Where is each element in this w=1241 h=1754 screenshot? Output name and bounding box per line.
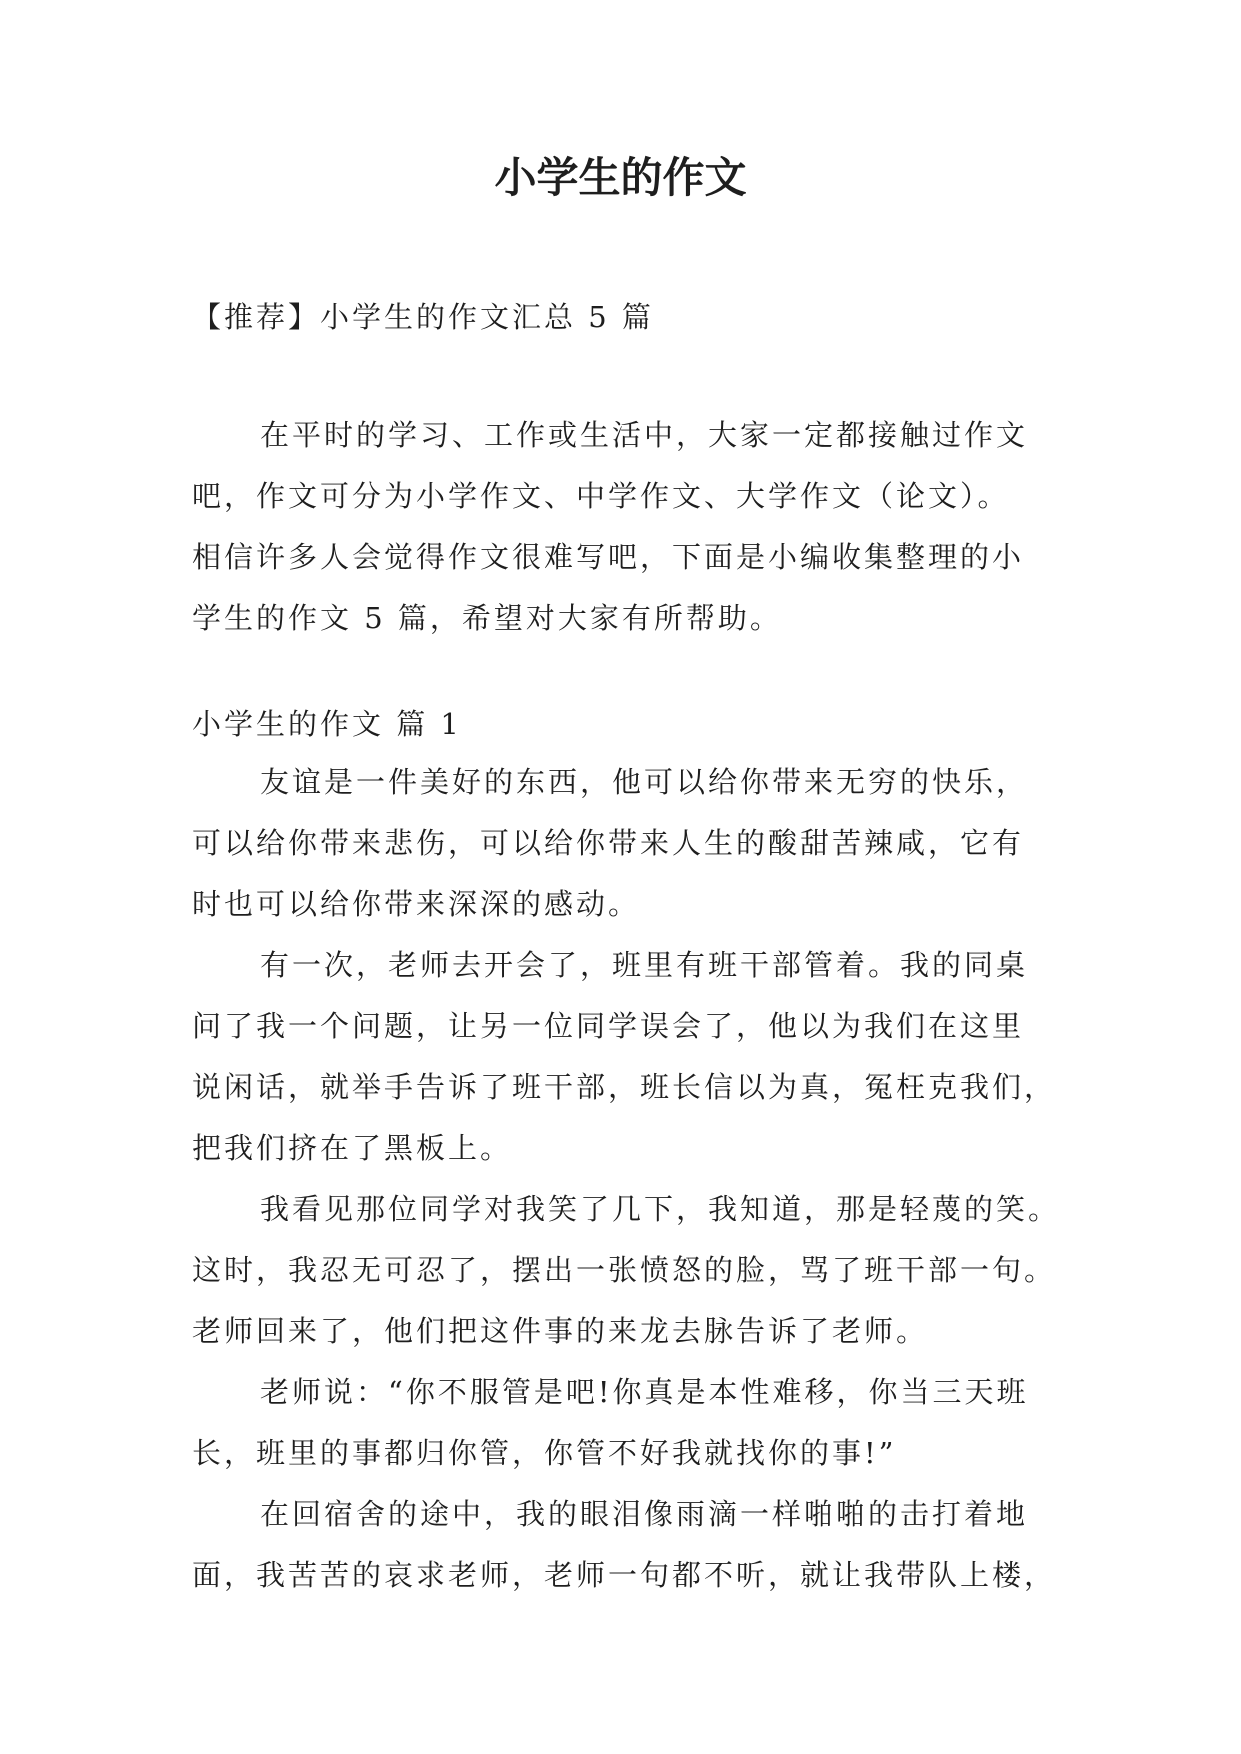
- text-line: 有一次，老师去开会了，班里有班干部管着。我的同桌: [260, 948, 1029, 982]
- intro-paragraph: [192, 405, 1072, 649]
- text-line: 吧，作文可分为小学作文、中学作文、大学作文（论文）。: [192, 479, 1010, 513]
- text-line: 友谊是一件美好的东西，他可以给你带来无穷的快乐，: [260, 765, 1029, 799]
- text-line: 长，班里的事都归你管，你管不好我就找你的事!”: [192, 1436, 897, 1470]
- essay-paragraph: [192, 1362, 1072, 1484]
- text-line: 面，我苦苦的哀求老师，老师一句都不听，就让我带队上楼，: [192, 1558, 1057, 1592]
- essay-paragraph: [192, 1179, 1072, 1362]
- text-line: 问了我一个问题，让另一位同学误会了，他以为我们在这里: [192, 1009, 1025, 1043]
- document-subtitle: 【推荐】小学生的作文汇总 5 篇: [192, 300, 654, 334]
- text-line: 这时，我忍无可忍了，摆出一张愤怒的脸，骂了班干部一句。: [192, 1253, 1057, 1287]
- document-title: 小学生的作文: [494, 153, 747, 202]
- text-line: 我看见那位同学对我笑了几下，我知道，那是轻蔑的笑。: [260, 1192, 1061, 1226]
- essay-paragraph: [192, 1484, 1072, 1606]
- essay-body: [192, 752, 1072, 1606]
- essay-paragraph: [192, 935, 1072, 1179]
- text-line: 在平时的学习、工作或生活中，大家一定都接触过作文: [260, 418, 1029, 452]
- intro-text: [192, 405, 1072, 649]
- text-line: 说闲话，就举手告诉了班干部，班长信以为真，冤枉克我们，: [192, 1070, 1057, 1104]
- text-line: 把我们挤在了黑板上。: [192, 1131, 513, 1165]
- text-line: 老师回来了，他们把这件事的来龙去脉告诉了老师。: [192, 1314, 929, 1348]
- text-line: 老师说：“你不服管是吧!你真是本性难移，你当三天班: [260, 1375, 1029, 1409]
- text-line: 学生的作文 5 篇，希望对大家有所帮助。: [192, 601, 782, 635]
- text-line: 可以给你带来悲伤，可以给你带来人生的酸甜苦辣咸，它有: [192, 826, 1025, 860]
- section-heading: 小学生的作文 篇 1: [192, 707, 462, 741]
- text-line: 相信许多人会觉得作文很难写吧，下面是小编收集整理的小: [192, 540, 1025, 574]
- text-line: 时也可以给你带来深深的感动。: [192, 887, 641, 921]
- text-line: 在回宿舍的途中，我的眼泪像雨滴一样啪啪的击打着地: [260, 1497, 1029, 1531]
- essay-paragraph: [192, 752, 1072, 935]
